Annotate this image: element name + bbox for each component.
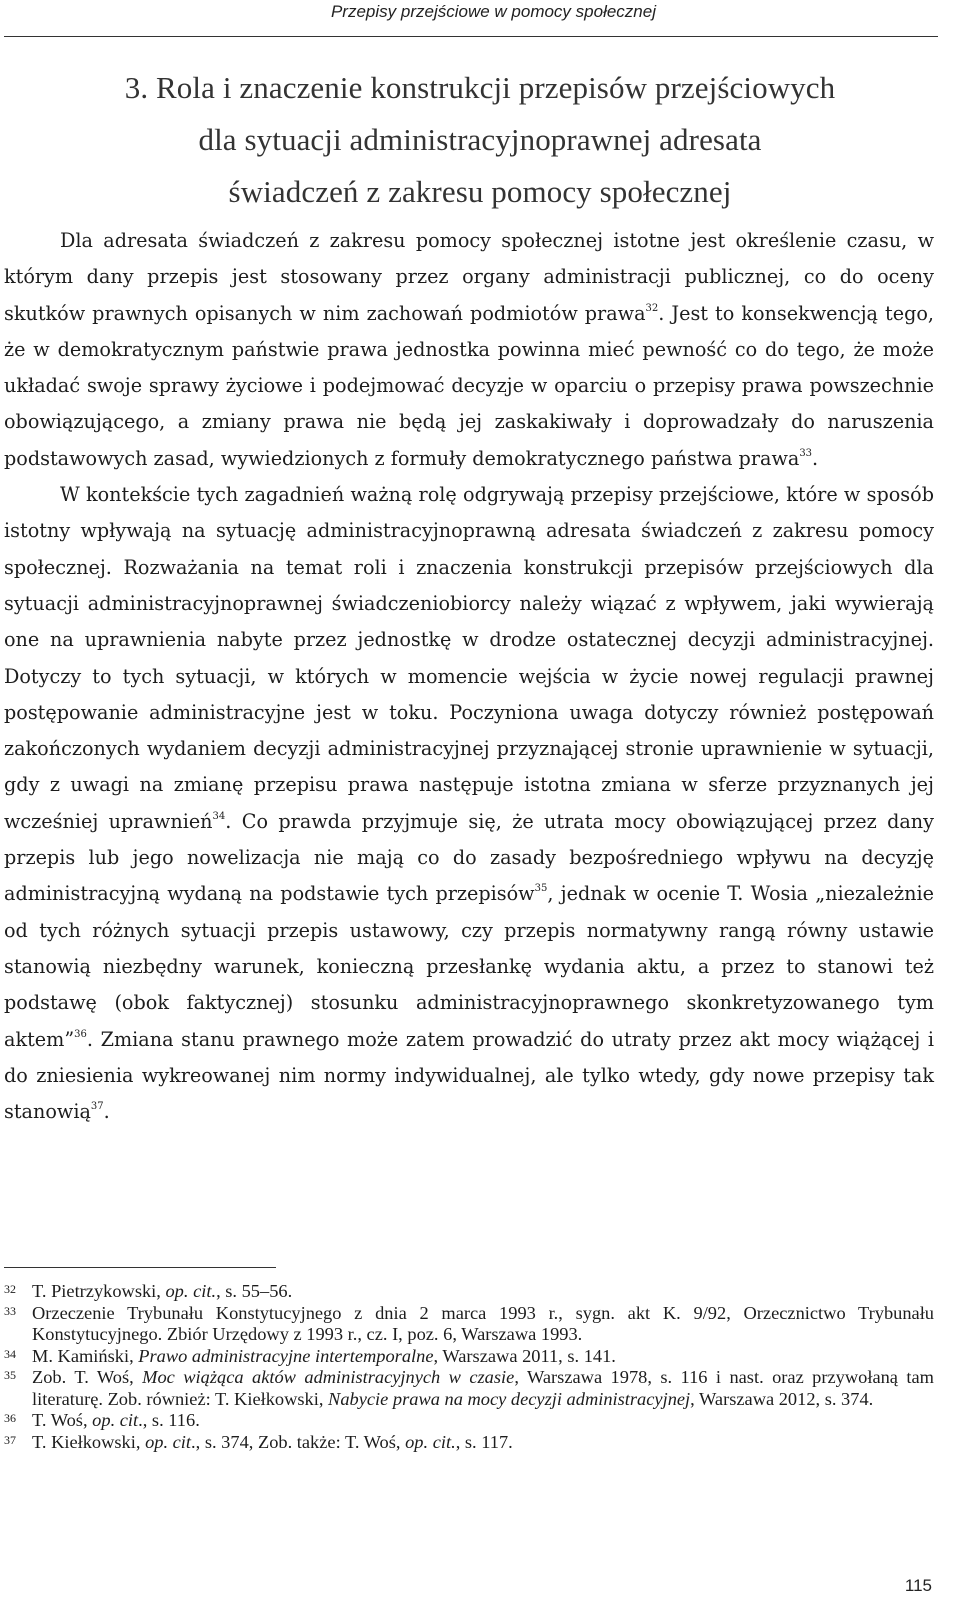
footnote-number: 33: [4, 1303, 16, 1318]
running-head: [0, 2, 946, 22]
footnote-text: T. Kiełkowski,: [32, 1431, 146, 1452]
footnote-text: Orzeczenie Trybunału Konstytucyjnego z dnia 2 marca 1993 r., sygn. akt K. 9/92, Orzecznictwo Trybunału Konstytucyjnego. Zbiór Urzędowy z 1993 r., cz. I, poz. 6, Warszawa 1993.: [32, 1302, 934, 1344]
footnote-text: , Warszawa 2012, s. 374.: [690, 1388, 874, 1409]
footnote-item: [4, 1367, 934, 1410]
footnote-text: M. Kamiński,: [32, 1345, 139, 1366]
chapter-title: [0, 62, 960, 218]
footnote-ref[interactable]: 37: [90, 1101, 104, 1113]
paragraph-1: [4, 223, 934, 477]
paragraph-text: . Jest to konsekwencją tego, że w demokratycznym państwie prawa jednostka powinna mieć pewność co do tego, że może układać swoje sprawy życiowe i podejmować decyzje w oparciu o przepisy prawa powszechnie obowiązującego, a zmiany prawa nie będą jej zaskakiwały i doprowadzały do naruszenia podstawowych zasad, wywiedzionych z formuły demokratycznego państwa prawa: [4, 301, 934, 470]
footnote-number: 35: [4, 1368, 16, 1382]
paragraph-text: .: [812, 446, 819, 470]
paragraph-text: . Co prawda przyjmuje się, że utrata mocy obowiązującej przez dany przepis lub jego nowelizacja nie mają co do zasady bezpośredniego wpływu na decyzję administracyjną wydaną na podstawie tych przepisów: [4, 809, 934, 906]
footnote-item: [4, 1281, 934, 1303]
footnote-text: ., s. 116.: [138, 1410, 200, 1430]
footnote-ref[interactable]: 36: [74, 1028, 87, 1040]
chapter-title-line-1: 3. Rola i znaczenie konstrukcji przepisów przejściowych: [124, 70, 836, 105]
footnote-italic: op. cit: [92, 1410, 139, 1430]
footnote-item: [4, 1346, 934, 1368]
footnote-number: 37: [4, 1432, 16, 1447]
paragraph-text: .: [103, 1100, 110, 1124]
chapter-title-line-2: dla sytuacji administracyjnoprawnej adresata: [198, 122, 762, 157]
body-text: [4, 223, 934, 1130]
footnote-italic: op. cit.: [165, 1281, 217, 1301]
footnote-italic: Nabycie prawa na mocy decyzji administracyjnej: [328, 1388, 691, 1409]
footnote-item: [4, 1432, 934, 1454]
footnote-separator: [4, 1267, 276, 1268]
footnote-text: ., s. 374, Zob. także: T. Woś,: [191, 1431, 406, 1452]
paragraph-text: . Zmiana stanu prawnego może zatem prowadzić do utraty przez akt mocy wiążącej i do zniesienia wykreowanej nim normy indywidualnej, ale tylko wtedy, gdy nowe przepisy tak stanowią: [4, 1027, 934, 1124]
footnote-text: , s. 117.: [455, 1431, 513, 1452]
footnote-italic: op. cit: [145, 1431, 192, 1452]
footnote-text: , s. 55–56.: [216, 1281, 293, 1301]
footnote-ref[interactable]: 33: [799, 447, 813, 459]
footnote-ref[interactable]: 35: [534, 883, 548, 895]
footnote-item: [4, 1303, 934, 1346]
footnote-ref[interactable]: 34: [212, 810, 226, 822]
footnote-text: Zob. T. Woś,: [32, 1367, 143, 1387]
footnote-number: 34: [4, 1346, 16, 1361]
footnote-text: T. Pietrzykowski,: [32, 1281, 166, 1301]
chapter-title-line-3: świadczeń z zakresu pomocy społecznej: [228, 174, 732, 209]
paragraph-text: , jednak w ocenie T. Wosia „niezależnie od tych różnych sytuacji przepis ustawowy, czy przepis normatywny rangą równy ustawie stanowią niezbędny warunek, konieczną przesłankę wydania aktu, a przez to stanowi też podstawę (obok faktycznej) stosunku administracyjnoprawnego skonkretyzowanego tym aktem”: [4, 882, 934, 1051]
footnote-item: [4, 1410, 934, 1432]
footnote-italic: op. cit.: [405, 1431, 456, 1452]
paragraph-text: W kontekście tych zagadnień ważną rolę odgrywają przepisy przejściowe, które w sposób istotny wpływają na sytuację administracyjnoprawną adresata świadczeń z zakresu pomocy społecznej. Rozważania na temat roli i znaczenia konstrukcji przepisów przejściowych dla sytuacji administracyjnoprawnej świadczeniobiorcy należy wiązać z wpływem, jaki wywierają one na uprawnienia nabyte przez jednostkę w drodze ostatecznej decyzji administracyjnej. Dotyczy to tych sytuacji, w których w momencie wejścia w życie nowej regulacji prawnej postępowanie administracyjne jest w toku. Poczyniona uwaga dotyczy również postępowań zakończonych wydaniem decyzji administracyjnej przyznającej stronie uprawnienie w sytuacji, gdy z uwagi na zmianę przepisu prawa następuje istotna zmiana w sferze przyznanych jej wcześniej uprawnień: [4, 483, 934, 833]
footnote-italic: Moc wiążąca aktów administracyjnych w czasie: [142, 1367, 515, 1387]
footnote-text: , Warszawa 2011, s. 141.: [433, 1345, 616, 1366]
header-rule: [4, 36, 938, 37]
footnote-text: , Warszawa 1978, s. 116 i nast. oraz przywołaną tam literaturę. Zob. również: T. Kiełkowski,: [32, 1367, 934, 1409]
footnote-number: 32: [4, 1282, 16, 1296]
footnotes: [4, 1281, 934, 1453]
paragraph-2: [4, 477, 934, 1130]
page-number: 115: [904, 1576, 932, 1595]
footnote-number: 36: [4, 1411, 16, 1425]
footnote-ref[interactable]: 32: [645, 302, 659, 314]
paragraph-text: Dla adresata świadczeń z zakresu pomocy społecznej istotne jest określenie czasu, w którym dany przepis jest stosowany przez organy administracji publicznej, co do oceny skutków prawnych opisanych w nim zachowań podmiotów prawa: [4, 229, 934, 325]
footnote-italic: Prawo administracyjne intertemporalne: [138, 1345, 434, 1366]
running-head-text: Przepisy przejściowe w pomocy społecznej: [330, 2, 656, 21]
footnote-text: T. Woś,: [32, 1410, 93, 1430]
